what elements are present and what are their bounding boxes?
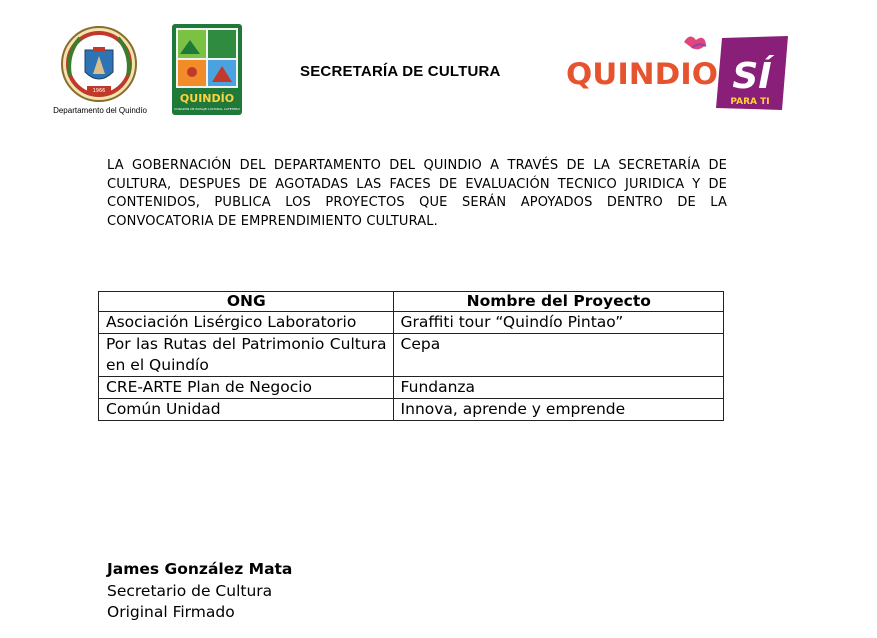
- project-cell: Graffiti tour “Quindío Pintao”: [393, 312, 723, 334]
- column-header-ong: ONG: [99, 292, 394, 312]
- project-cell: Fundanza: [393, 377, 723, 399]
- table-row: [99, 312, 724, 334]
- seal-year: 1966: [92, 88, 106, 94]
- column-header-project: Nombre del Proyecto: [393, 292, 723, 312]
- signature-block: [107, 559, 292, 624]
- ong-cell: CRE-ARTE Plan de Negocio: [99, 377, 394, 399]
- brand-si: SÍ: [732, 56, 772, 97]
- quindio-logo-icon: [172, 24, 242, 115]
- project-cell: Cepa: [393, 334, 723, 377]
- ong-cell: Asociación Lisérgico Laboratorio: [99, 312, 394, 334]
- intro-paragraph: LA GOBERNACIÓN DEL DEPARTAMENTO DEL QUINDIO A TRAVÉS DE LA SECRETARÍA DE CULTURA, DESPUES DE AGOTADAS LAS FACES DE EVALUACIÓN TECNICO JURIDICA Y DE CONTENIDOS, PUBLICA LOS PROYECTOS QUE SERÁN APOYADOS DENTRO DE LA CONVOCATORIA DE EMPRENDIMIENTO CULTURAL.: [107, 158, 727, 229]
- brand-word: QUINDIO: [566, 57, 718, 91]
- signer-name: James González Mata: [107, 560, 293, 578]
- seal-caption: Departamento del Quindío: [53, 106, 147, 115]
- department-seal-icon: [60, 24, 138, 104]
- table-row: [99, 377, 724, 399]
- ong-cell: Por las Rutas del Patrimonio Cultura en el Quindío: [99, 334, 394, 377]
- ong-cell: Común Unidad: [99, 399, 394, 421]
- project-cell: Innova, aprende y emprende: [393, 399, 723, 421]
- table-row: [99, 399, 724, 421]
- projects-table: [98, 291, 724, 421]
- brand-para-ti: PARA TI: [730, 97, 770, 107]
- logo-quindio-subtext: CORAZÓN DE PAISAJE CULTURAL CAFETERO: [174, 107, 240, 111]
- table-header-row: [99, 292, 724, 312]
- logo-quindio-text: QUINDÍO: [179, 92, 235, 105]
- signature-note: Original Firmado: [107, 603, 235, 621]
- quindio-si-para-ti-logo-icon: [566, 32, 791, 112]
- page-title: SECRETARÍA DE CULTURA: [300, 63, 501, 80]
- table-row: [99, 334, 724, 377]
- signer-title: Secretario de Cultura: [107, 581, 273, 600]
